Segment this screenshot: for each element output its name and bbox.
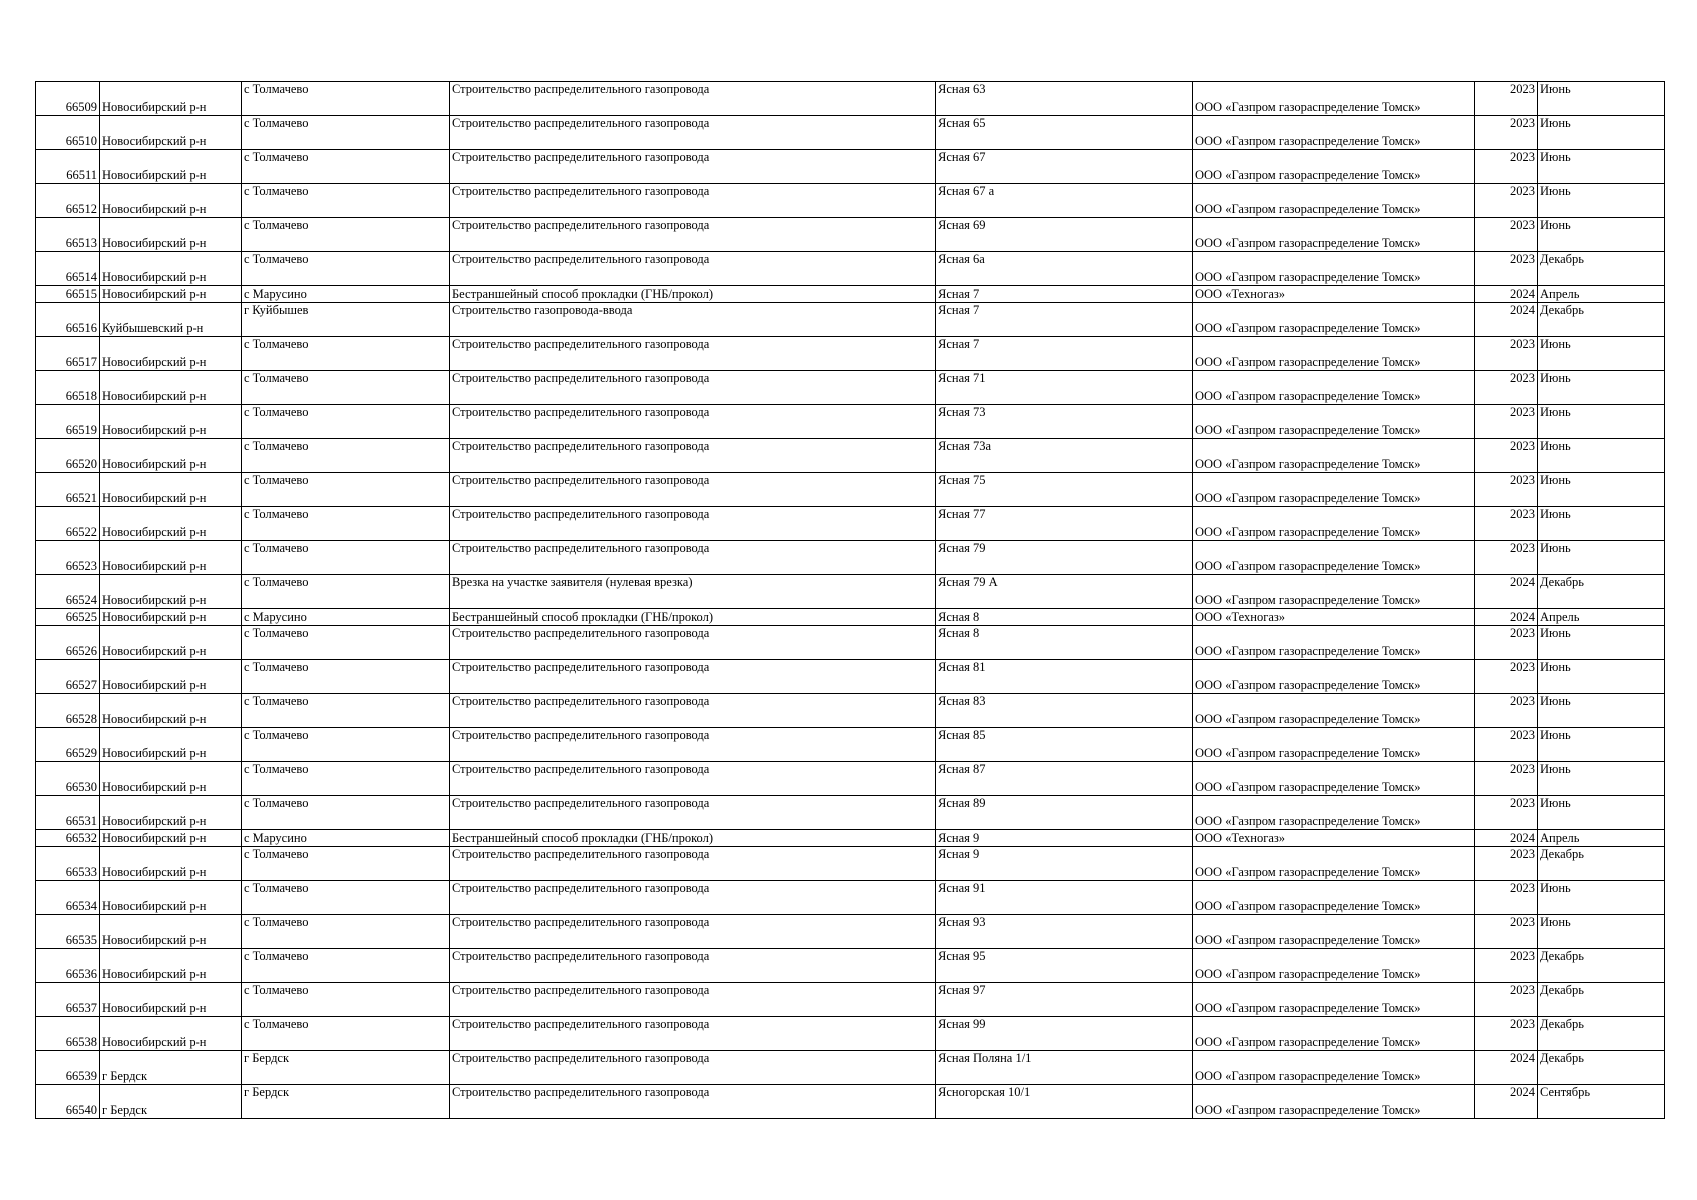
row-number: 66515: [36, 286, 100, 303]
row-number: 66514: [36, 252, 100, 286]
year-cell: 2024: [1475, 830, 1538, 847]
district-cell: Новосибирский р-н: [100, 541, 242, 575]
year-cell: 2023: [1475, 541, 1538, 575]
row-number: 66535: [36, 915, 100, 949]
settlement-cell: с Толмачево: [242, 150, 450, 184]
table-row: [36, 184, 1665, 218]
settlement-cell: с Толмачево: [242, 405, 450, 439]
month-cell: Июнь: [1538, 728, 1665, 762]
row-number: 66509: [36, 82, 100, 116]
month-cell: Июнь: [1538, 660, 1665, 694]
organization-cell: ООО «Газпром газораспределение Томск»: [1193, 439, 1475, 473]
address-cell: Ясная 83: [936, 694, 1193, 728]
month-cell: Июнь: [1538, 473, 1665, 507]
row-number: 66524: [36, 575, 100, 609]
table-row: [36, 303, 1665, 337]
address-cell: Ясная 95: [936, 949, 1193, 983]
table-row: [36, 473, 1665, 507]
organization-cell: ООО «Газпром газораспределение Томск»: [1193, 218, 1475, 252]
row-number: 66517: [36, 337, 100, 371]
settlement-cell: с Толмачево: [242, 796, 450, 830]
district-cell: Куйбышевский р-н: [100, 303, 242, 337]
table-row: [36, 694, 1665, 728]
organization-cell: ООО «Техногаз»: [1193, 286, 1475, 303]
year-cell: 2023: [1475, 116, 1538, 150]
month-cell: Июнь: [1538, 337, 1665, 371]
address-cell: Ясная 77: [936, 507, 1193, 541]
settlement-cell: с Толмачево: [242, 371, 450, 405]
organization-cell: ООО «Техногаз»: [1193, 609, 1475, 626]
table-row: [36, 150, 1665, 184]
address-cell: Ясногорская 10/1: [936, 1085, 1193, 1119]
work-type-cell: Строительство распределительного газопровода: [450, 116, 936, 150]
year-cell: 2024: [1475, 575, 1538, 609]
settlement-cell: с Толмачево: [242, 660, 450, 694]
year-cell: 2023: [1475, 405, 1538, 439]
month-cell: Июнь: [1538, 82, 1665, 116]
work-type-cell: Строительство распределительного газопровода: [450, 796, 936, 830]
settlement-cell: с Толмачево: [242, 847, 450, 881]
table-row: [36, 983, 1665, 1017]
district-cell: Новосибирский р-н: [100, 626, 242, 660]
settlement-cell: г Куйбышев: [242, 303, 450, 337]
district-cell: Новосибирский р-н: [100, 473, 242, 507]
work-type-cell: Строительство распределительного газопровода: [450, 252, 936, 286]
district-cell: Новосибирский р-н: [100, 371, 242, 405]
district-cell: Новосибирский р-н: [100, 116, 242, 150]
table-row: [36, 82, 1665, 116]
organization-cell: ООО «Газпром газораспределение Томск»: [1193, 728, 1475, 762]
row-number: 66510: [36, 116, 100, 150]
table-row: [36, 1051, 1665, 1085]
work-type-cell: Строительство распределительного газопровода: [450, 541, 936, 575]
month-cell: Июнь: [1538, 371, 1665, 405]
row-number: 66529: [36, 728, 100, 762]
settlement-cell: с Толмачево: [242, 507, 450, 541]
organization-cell: ООО «Газпром газораспределение Томск»: [1193, 796, 1475, 830]
organization-cell: ООО «Газпром газораспределение Томск»: [1193, 949, 1475, 983]
address-cell: Ясная 6а: [936, 252, 1193, 286]
address-cell: Ясная 73а: [936, 439, 1193, 473]
address-cell: Ясная 7: [936, 337, 1193, 371]
address-cell: Ясная Поляна 1/1: [936, 1051, 1193, 1085]
table-row: [36, 116, 1665, 150]
settlement-cell: г Бердск: [242, 1085, 450, 1119]
month-cell: Декабрь: [1538, 575, 1665, 609]
row-number: 66533: [36, 847, 100, 881]
table-row: [36, 575, 1665, 609]
district-cell: Новосибирский р-н: [100, 949, 242, 983]
address-cell: Ясная 9: [936, 830, 1193, 847]
district-cell: Новосибирский р-н: [100, 82, 242, 116]
address-cell: Ясная 65: [936, 116, 1193, 150]
month-cell: Апрель: [1538, 286, 1665, 303]
settlement-cell: г Бердск: [242, 1051, 450, 1085]
settlement-cell: с Толмачево: [242, 82, 450, 116]
year-cell: 2023: [1475, 371, 1538, 405]
month-cell: Декабрь: [1538, 252, 1665, 286]
table-row: [36, 337, 1665, 371]
row-number: 66526: [36, 626, 100, 660]
organization-cell: ООО «Газпром газораспределение Томск»: [1193, 116, 1475, 150]
month-cell: Июнь: [1538, 184, 1665, 218]
work-type-cell: Бестраншейный способ прокладки (ГНБ/прокол): [450, 830, 936, 847]
work-type-cell: Строительство распределительного газопровода: [450, 694, 936, 728]
district-cell: Новосибирский р-н: [100, 337, 242, 371]
table-row: [36, 371, 1665, 405]
month-cell: Июнь: [1538, 218, 1665, 252]
work-type-cell: Строительство распределительного газопровода: [450, 983, 936, 1017]
row-number: 66540: [36, 1085, 100, 1119]
address-cell: Ясная 89: [936, 796, 1193, 830]
organization-cell: ООО «Газпром газораспределение Томск»: [1193, 303, 1475, 337]
month-cell: Декабрь: [1538, 949, 1665, 983]
year-cell: 2023: [1475, 218, 1538, 252]
settlement-cell: с Толмачево: [242, 949, 450, 983]
year-cell: 2023: [1475, 881, 1538, 915]
address-cell: Ясная 67 а: [936, 184, 1193, 218]
work-type-cell: Строительство распределительного газопровода: [450, 915, 936, 949]
table-row: [36, 252, 1665, 286]
district-cell: Новосибирский р-н: [100, 847, 242, 881]
district-cell: Новосибирский р-н: [100, 660, 242, 694]
organization-cell: ООО «Газпром газораспределение Томск»: [1193, 575, 1475, 609]
year-cell: 2023: [1475, 150, 1538, 184]
district-cell: Новосибирский р-н: [100, 184, 242, 218]
month-cell: Июнь: [1538, 507, 1665, 541]
district-cell: Новосибирский р-н: [100, 915, 242, 949]
district-cell: Новосибирский р-н: [100, 507, 242, 541]
table-row: [36, 609, 1665, 626]
address-cell: Ясная 7: [936, 286, 1193, 303]
address-cell: Ясная 63: [936, 82, 1193, 116]
district-cell: Новосибирский р-н: [100, 694, 242, 728]
month-cell: Декабрь: [1538, 983, 1665, 1017]
table-row: [36, 405, 1665, 439]
work-type-cell: Строительство распределительного газопровода: [450, 337, 936, 371]
work-type-cell: Врезка на участке заявителя (нулевая врезка): [450, 575, 936, 609]
year-cell: 2024: [1475, 1051, 1538, 1085]
organization-cell: ООО «Газпром газораспределение Томск»: [1193, 337, 1475, 371]
row-number: 66538: [36, 1017, 100, 1051]
work-type-cell: Строительство распределительного газопровода: [450, 439, 936, 473]
work-type-cell: Строительство распределительного газопровода: [450, 1051, 936, 1085]
year-cell: 2023: [1475, 694, 1538, 728]
year-cell: 2023: [1475, 473, 1538, 507]
document-page: [35, 81, 1665, 1119]
organization-cell: ООО «Газпром газораспределение Томск»: [1193, 82, 1475, 116]
table-row: [36, 541, 1665, 575]
district-cell: Новосибирский р-н: [100, 150, 242, 184]
year-cell: 2024: [1475, 286, 1538, 303]
year-cell: 2023: [1475, 796, 1538, 830]
settlement-cell: с Толмачево: [242, 983, 450, 1017]
settlement-cell: с Толмачево: [242, 728, 450, 762]
organization-cell: ООО «Газпром газораспределение Томск»: [1193, 184, 1475, 218]
organization-cell: ООО «Газпром газораспределение Томск»: [1193, 881, 1475, 915]
year-cell: 2024: [1475, 1085, 1538, 1119]
organization-cell: ООО «Газпром газораспределение Томск»: [1193, 915, 1475, 949]
address-cell: Ясная 7: [936, 303, 1193, 337]
settlement-cell: с Толмачево: [242, 473, 450, 507]
district-cell: Новосибирский р-н: [100, 252, 242, 286]
organization-cell: ООО «Газпром газораспределение Томск»: [1193, 252, 1475, 286]
year-cell: 2023: [1475, 762, 1538, 796]
settlement-cell: с Толмачево: [242, 1017, 450, 1051]
table-body: [36, 82, 1665, 1119]
district-cell: Новосибирский р-н: [100, 405, 242, 439]
month-cell: Декабрь: [1538, 1051, 1665, 1085]
year-cell: 2023: [1475, 847, 1538, 881]
row-number: 66518: [36, 371, 100, 405]
work-type-cell: Бестраншейный способ прокладки (ГНБ/прокол): [450, 609, 936, 626]
month-cell: Июнь: [1538, 915, 1665, 949]
year-cell: 2023: [1475, 1017, 1538, 1051]
year-cell: 2024: [1475, 609, 1538, 626]
table-row: [36, 949, 1665, 983]
month-cell: Июнь: [1538, 405, 1665, 439]
address-cell: Ясная 93: [936, 915, 1193, 949]
row-number: 66511: [36, 150, 100, 184]
year-cell: 2023: [1475, 983, 1538, 1017]
district-cell: г Бердск: [100, 1051, 242, 1085]
address-cell: Ясная 99: [936, 1017, 1193, 1051]
row-number: 66534: [36, 881, 100, 915]
table-row: [36, 881, 1665, 915]
district-cell: Новосибирский р-н: [100, 881, 242, 915]
table-row: [36, 660, 1665, 694]
address-cell: Ясная 75: [936, 473, 1193, 507]
work-type-cell: Строительство распределительного газопровода: [450, 473, 936, 507]
organization-cell: ООО «Газпром газораспределение Томск»: [1193, 762, 1475, 796]
organization-cell: ООО «Газпром газораспределение Томск»: [1193, 150, 1475, 184]
address-cell: Ясная 81: [936, 660, 1193, 694]
address-cell: Ясная 73: [936, 405, 1193, 439]
organization-cell: ООО «Газпром газораспределение Томск»: [1193, 405, 1475, 439]
month-cell: Сентябрь: [1538, 1085, 1665, 1119]
organization-cell: ООО «Газпром газораспределение Томск»: [1193, 847, 1475, 881]
address-cell: Ясная 79: [936, 541, 1193, 575]
table-row: [36, 1085, 1665, 1119]
year-cell: 2024: [1475, 303, 1538, 337]
settlement-cell: с Толмачево: [242, 881, 450, 915]
year-cell: 2023: [1475, 439, 1538, 473]
district-cell: Новосибирский р-н: [100, 286, 242, 303]
settlement-cell: с Марусино: [242, 609, 450, 626]
month-cell: Июнь: [1538, 541, 1665, 575]
organization-cell: ООО «Газпром газораспределение Томск»: [1193, 1051, 1475, 1085]
address-cell: Ясная 91: [936, 881, 1193, 915]
district-cell: Новосибирский р-н: [100, 575, 242, 609]
month-cell: Декабрь: [1538, 303, 1665, 337]
row-number: 66521: [36, 473, 100, 507]
year-cell: 2023: [1475, 915, 1538, 949]
row-number: 66527: [36, 660, 100, 694]
work-type-cell: Строительство распределительного газопровода: [450, 371, 936, 405]
year-cell: 2023: [1475, 82, 1538, 116]
address-cell: Ясная 85: [936, 728, 1193, 762]
organization-cell: ООО «Газпром газораспределение Томск»: [1193, 1017, 1475, 1051]
month-cell: Июнь: [1538, 439, 1665, 473]
year-cell: 2023: [1475, 252, 1538, 286]
month-cell: Июнь: [1538, 150, 1665, 184]
settlement-cell: с Толмачево: [242, 439, 450, 473]
organization-cell: ООО «Газпром газораспределение Томск»: [1193, 626, 1475, 660]
work-type-cell: Строительство распределительного газопровода: [450, 184, 936, 218]
work-type-cell: Строительство распределительного газопровода: [450, 150, 936, 184]
work-type-cell: Строительство распределительного газопровода: [450, 660, 936, 694]
year-cell: 2023: [1475, 184, 1538, 218]
table-row: [36, 286, 1665, 303]
district-cell: Новосибирский р-н: [100, 439, 242, 473]
organization-cell: ООО «Газпром газораспределение Томск»: [1193, 371, 1475, 405]
row-number: 66536: [36, 949, 100, 983]
district-cell: Новосибирский р-н: [100, 609, 242, 626]
table-row: [36, 626, 1665, 660]
address-cell: Ясная 67: [936, 150, 1193, 184]
month-cell: Июнь: [1538, 796, 1665, 830]
settlement-cell: с Толмачево: [242, 252, 450, 286]
year-cell: 2023: [1475, 507, 1538, 541]
settlement-cell: с Толмачево: [242, 184, 450, 218]
settlement-cell: с Толмачево: [242, 762, 450, 796]
table-row: [36, 218, 1665, 252]
address-cell: Ясная 8: [936, 609, 1193, 626]
district-cell: Новосибирский р-н: [100, 728, 242, 762]
year-cell: 2023: [1475, 949, 1538, 983]
row-number: 66523: [36, 541, 100, 575]
month-cell: Июнь: [1538, 116, 1665, 150]
settlement-cell: с Толмачево: [242, 694, 450, 728]
organization-cell: ООО «Газпром газораспределение Томск»: [1193, 473, 1475, 507]
district-cell: Новосибирский р-н: [100, 1017, 242, 1051]
row-number: 66512: [36, 184, 100, 218]
district-cell: Новосибирский р-н: [100, 762, 242, 796]
work-type-cell: Строительство распределительного газопровода: [450, 1085, 936, 1119]
work-type-cell: Строительство распределительного газопровода: [450, 728, 936, 762]
month-cell: Июнь: [1538, 881, 1665, 915]
year-cell: 2023: [1475, 660, 1538, 694]
row-number: 66525: [36, 609, 100, 626]
month-cell: Декабрь: [1538, 847, 1665, 881]
settlement-cell: с Марусино: [242, 830, 450, 847]
organization-cell: ООО «Газпром газораспределение Томск»: [1193, 507, 1475, 541]
settlement-cell: с Марусино: [242, 286, 450, 303]
organization-cell: ООО «Техногаз»: [1193, 830, 1475, 847]
table-row: [36, 847, 1665, 881]
table-row: [36, 762, 1665, 796]
organization-cell: ООО «Газпром газораспределение Томск»: [1193, 541, 1475, 575]
work-type-cell: Строительство распределительного газопровода: [450, 405, 936, 439]
settlement-cell: с Толмачево: [242, 541, 450, 575]
row-number: 66516: [36, 303, 100, 337]
row-number: 66532: [36, 830, 100, 847]
row-number: 66531: [36, 796, 100, 830]
year-cell: 2023: [1475, 337, 1538, 371]
address-cell: Ясная 8: [936, 626, 1193, 660]
row-number: 66513: [36, 218, 100, 252]
address-cell: Ясная 87: [936, 762, 1193, 796]
address-cell: Ясная 71: [936, 371, 1193, 405]
row-number: 66519: [36, 405, 100, 439]
work-type-cell: Строительство распределительного газопровода: [450, 1017, 936, 1051]
work-type-cell: Строительство распределительного газопровода: [450, 82, 936, 116]
district-cell: г Бердск: [100, 1085, 242, 1119]
row-number: 66520: [36, 439, 100, 473]
organization-cell: ООО «Газпром газораспределение Томск»: [1193, 660, 1475, 694]
settlement-cell: с Толмачево: [242, 218, 450, 252]
month-cell: Декабрь: [1538, 1017, 1665, 1051]
work-type-cell: Строительство распределительного газопровода: [450, 626, 936, 660]
year-cell: 2023: [1475, 626, 1538, 660]
table-row: [36, 796, 1665, 830]
address-cell: Ясная 9: [936, 847, 1193, 881]
work-type-cell: Строительство распределительного газопровода: [450, 218, 936, 252]
month-cell: Июнь: [1538, 762, 1665, 796]
month-cell: Июнь: [1538, 694, 1665, 728]
table-row: [36, 507, 1665, 541]
row-number: 66528: [36, 694, 100, 728]
settlement-cell: с Толмачево: [242, 116, 450, 150]
table-row: [36, 830, 1665, 847]
table-row: [36, 915, 1665, 949]
district-cell: Новосибирский р-н: [100, 830, 242, 847]
settlement-cell: с Толмачево: [242, 915, 450, 949]
table-row: [36, 728, 1665, 762]
organization-cell: ООО «Газпром газораспределение Томск»: [1193, 983, 1475, 1017]
work-type-cell: Строительство распределительного газопровода: [450, 507, 936, 541]
district-cell: Новосибирский р-н: [100, 796, 242, 830]
row-number: 66522: [36, 507, 100, 541]
address-cell: Ясная 97: [936, 983, 1193, 1017]
address-cell: Ясная 69: [936, 218, 1193, 252]
gas-works-table: [35, 81, 1665, 1119]
work-type-cell: Строительство распределительного газопровода: [450, 949, 936, 983]
month-cell: Апрель: [1538, 830, 1665, 847]
settlement-cell: с Толмачево: [242, 626, 450, 660]
month-cell: Июнь: [1538, 626, 1665, 660]
organization-cell: ООО «Газпром газораспределение Томск»: [1193, 694, 1475, 728]
work-type-cell: Строительство распределительного газопровода: [450, 881, 936, 915]
table-row: [36, 439, 1665, 473]
district-cell: Новосибирский р-н: [100, 983, 242, 1017]
organization-cell: ООО «Газпром газораспределение Томск»: [1193, 1085, 1475, 1119]
year-cell: 2023: [1475, 728, 1538, 762]
address-cell: Ясная 79 А: [936, 575, 1193, 609]
work-type-cell: Строительство распределительного газопровода: [450, 762, 936, 796]
work-type-cell: Бестраншейный способ прокладки (ГНБ/прокол): [450, 286, 936, 303]
month-cell: Апрель: [1538, 609, 1665, 626]
work-type-cell: Строительство распределительного газопровода: [450, 847, 936, 881]
row-number: 66537: [36, 983, 100, 1017]
row-number: 66530: [36, 762, 100, 796]
table-row: [36, 1017, 1665, 1051]
settlement-cell: с Толмачево: [242, 575, 450, 609]
district-cell: Новосибирский р-н: [100, 218, 242, 252]
row-number: 66539: [36, 1051, 100, 1085]
settlement-cell: с Толмачево: [242, 337, 450, 371]
work-type-cell: Строительство газопровода-ввода: [450, 303, 936, 337]
